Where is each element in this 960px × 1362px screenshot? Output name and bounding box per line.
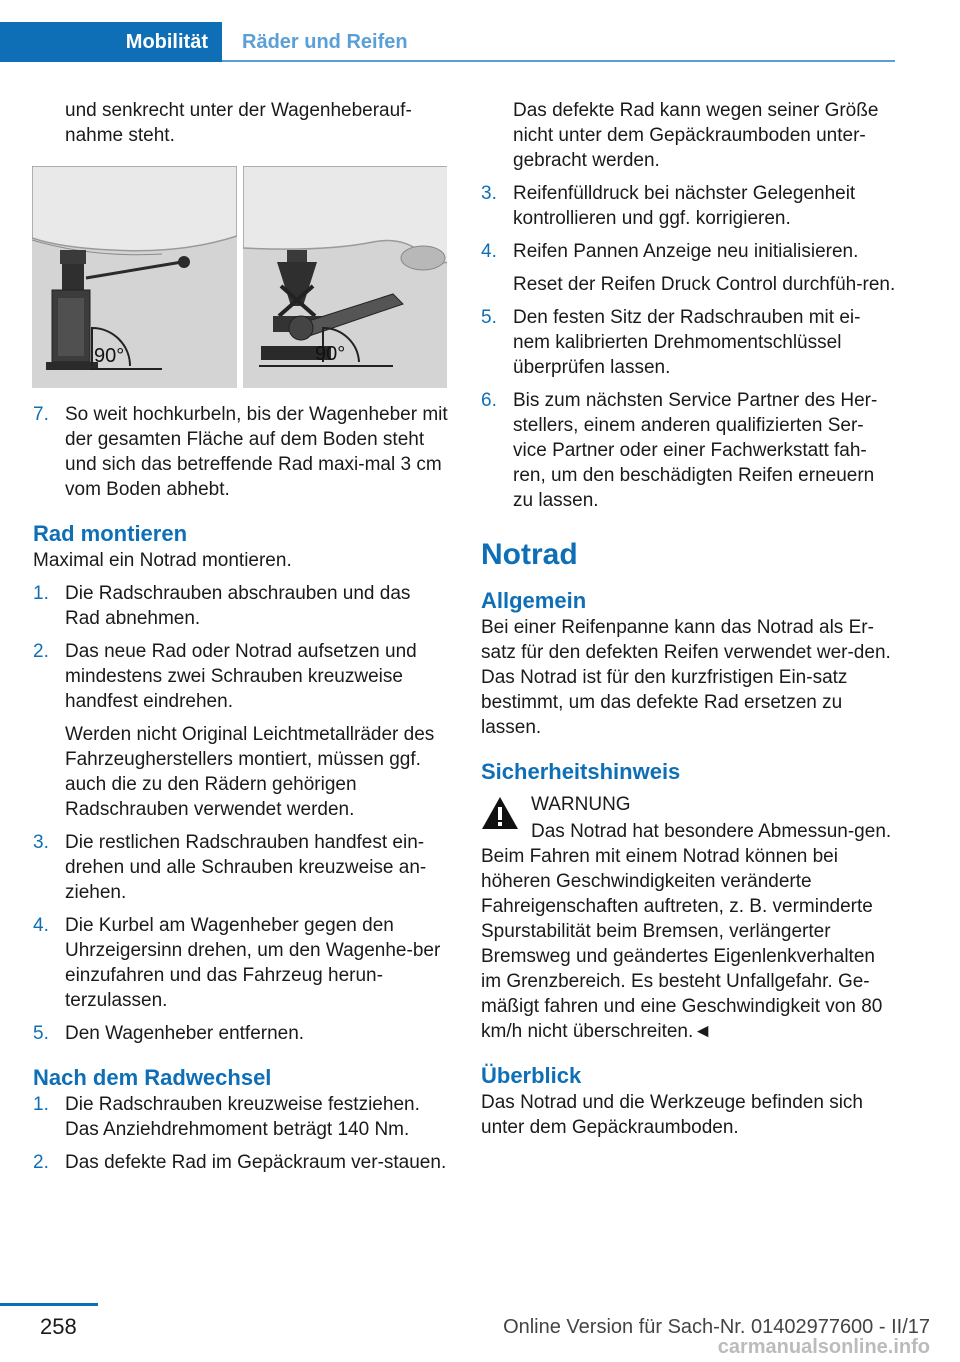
list-item	[481, 239, 896, 297]
list-number: 4.	[481, 241, 497, 262]
angle-label-right: 90°	[314, 343, 345, 365]
list-text: Die Kurbel am Wagenheber gegen den Uhrzeigersinn drehen, um den Wagenhe-ber einzufahren und das Fahrzeug herun-terzulassen.	[65, 915, 441, 1011]
list-text: Das defekte Rad im Gepäckraum ver-stauen.	[65, 1152, 447, 1173]
warning-text: Das Notrad hat besondere Abmessun-gen. Beim Fahren mit einem Notrad können bei höheren Geschwindigkeiten veränderte Fahreigenschaften auftreten, z. B. verminderte Spurstabilität beim Bremsen, verlängerter Bremsweg und geändertes Eigenlenkverhalten im Grenzbereich. Es besteht Unfallgefahr. Ge-mäßigt fahren und eine Geschwindigkeit von 80 km/h nicht überschreiten.◄	[481, 821, 892, 1042]
allgemein-text: Bei einer Reifenpanne kann das Notrad als Er-satz für den defekten Reifen verwendet wer-den. Das Notrad ist für den kurzfristigen Ein-satz bestimmt, um das defekte Rad ersetzen zu lassen.	[481, 617, 891, 738]
list-item	[33, 639, 448, 822]
jack-panel-left	[32, 166, 237, 388]
tab-raeder-und-reifen[interactable]: Räder und Reifen	[242, 30, 408, 53]
jack-illustration-left	[32, 166, 237, 388]
list-number: 6.	[481, 390, 497, 411]
heading-rad-montieren: Rad montieren	[33, 521, 188, 546]
list-item	[33, 830, 448, 905]
list-item	[33, 402, 448, 502]
rad-montieren-intro: Maximal ein Notrad montieren.	[33, 550, 292, 571]
list-number: 2.	[33, 641, 49, 662]
right-column	[481, 98, 896, 1148]
list-number: 1.	[33, 1094, 49, 1115]
warning-box	[481, 792, 896, 817]
tab-mobilitaet[interactable]: Mobilität	[0, 22, 222, 62]
list-item	[33, 1021, 448, 1046]
heading-sicherheitshinweis: Sicherheitshinweis	[481, 759, 681, 784]
list-text: Das neue Rad oder Notrad aufsetzen und mindestens zwei Schrauben kreuzweise handfest eindrehen.	[65, 641, 417, 712]
footer-accent-line	[0, 1303, 98, 1306]
list-text: Den Wagenheber entfernen.	[65, 1023, 305, 1044]
heading-ueberblick: Überblick	[481, 1063, 582, 1088]
list-number: 7.	[33, 404, 49, 425]
list-text: Die Radschrauben abschrauben und das Rad abnehmen.	[65, 583, 411, 629]
jack-panel-right	[243, 166, 448, 388]
list-text: Den festen Sitz der Radschrauben mit ei-nem kalibrierten Drehmomentschlüssel überprüfen lassen.	[513, 307, 861, 378]
list-text: Die Radschrauben kreuzweise festziehen. Das Anziehdrehmoment beträgt 140 Nm.	[65, 1094, 420, 1140]
list-number: 5.	[33, 1023, 49, 1044]
list-item	[33, 581, 448, 631]
warning-triangle-icon	[481, 796, 519, 830]
jack-figure	[32, 166, 447, 388]
warning-label: WARNUNG	[531, 794, 631, 815]
list-text: So weit hochkurbeln, bis der Wagenheber mit der gesamten Fläche auf dem Boden steht und sich das betreffende Rad maxi-mal 3 cm vom Boden abhebt.	[65, 404, 448, 500]
heading-nach-dem-radwechsel: Nach dem Radwechsel	[33, 1065, 272, 1090]
list-item	[33, 913, 448, 1013]
right-steps-list	[481, 181, 896, 513]
page-number: 258	[40, 1314, 77, 1339]
list-item	[481, 181, 896, 231]
tab-underline	[222, 60, 895, 62]
list-number: 2.	[33, 1152, 49, 1173]
list-item	[481, 305, 896, 380]
list-number: 1.	[33, 583, 49, 604]
list-text: Bis zum nächsten Service Partner des Her-stellers, einem anderen qualifizierten Ser-vice Partner oder einer Fachwerkstatt fah-ren, um den beschädigten Reifen erneuern zu lassen.	[513, 390, 878, 511]
intro-text: und senkrecht unter der Wagenheberauf-nahme steht.	[65, 100, 412, 146]
list-number: 3.	[33, 832, 49, 853]
header-tabs	[0, 22, 895, 64]
list-text: Reifen Pannen Anzeige neu initialisieren.	[513, 241, 859, 262]
list-number: 3.	[481, 183, 497, 204]
heading-allgemein: Allgemein	[481, 588, 587, 613]
list-subtext: Reset der Reifen Druck Control durchfüh-ren.	[513, 274, 896, 295]
ueberblick-text: Das Notrad und die Werkzeuge befinden sich unter dem Gepäckraumboden.	[481, 1092, 863, 1138]
heading-notrad: Notrad	[481, 538, 578, 571]
list-number: 4.	[33, 915, 49, 936]
rad-montieren-list	[33, 581, 448, 1046]
list-item	[33, 1092, 448, 1142]
step7-list	[33, 402, 448, 502]
list-number: 5.	[481, 307, 497, 328]
watermark: carmanualsonline.info	[717, 1336, 930, 1358]
continued-text: Das defekte Rad kann wegen seiner Größe nicht unter dem Gepäckraumboden unter-gebracht werden.	[513, 100, 879, 171]
list-text: Reifenfülldruck bei nächster Gelegenheit kontrollieren und ggf. korrigieren.	[513, 183, 856, 229]
online-version-text: Online Version für Sach-Nr. 01402977600 - II/17	[503, 1316, 930, 1338]
left-column	[33, 98, 448, 1183]
list-item	[33, 1150, 448, 1175]
list-subtext: Werden nicht Original Leichtmetallräder des Fahrzeugherstellers montiert, müssen ggf. auch die zu den Rädern gehörigen Radschrauben verwendet werden.	[65, 724, 435, 820]
list-text: Die restlichen Radschrauben handfest ein-drehen und alle Schrauben kreuzweise an-ziehen.	[65, 832, 427, 903]
jack-illustration-right	[243, 166, 448, 388]
list-item	[481, 388, 896, 513]
nach-dem-radwechsel-list	[33, 1092, 448, 1175]
angle-label-left: 90°	[94, 345, 125, 367]
